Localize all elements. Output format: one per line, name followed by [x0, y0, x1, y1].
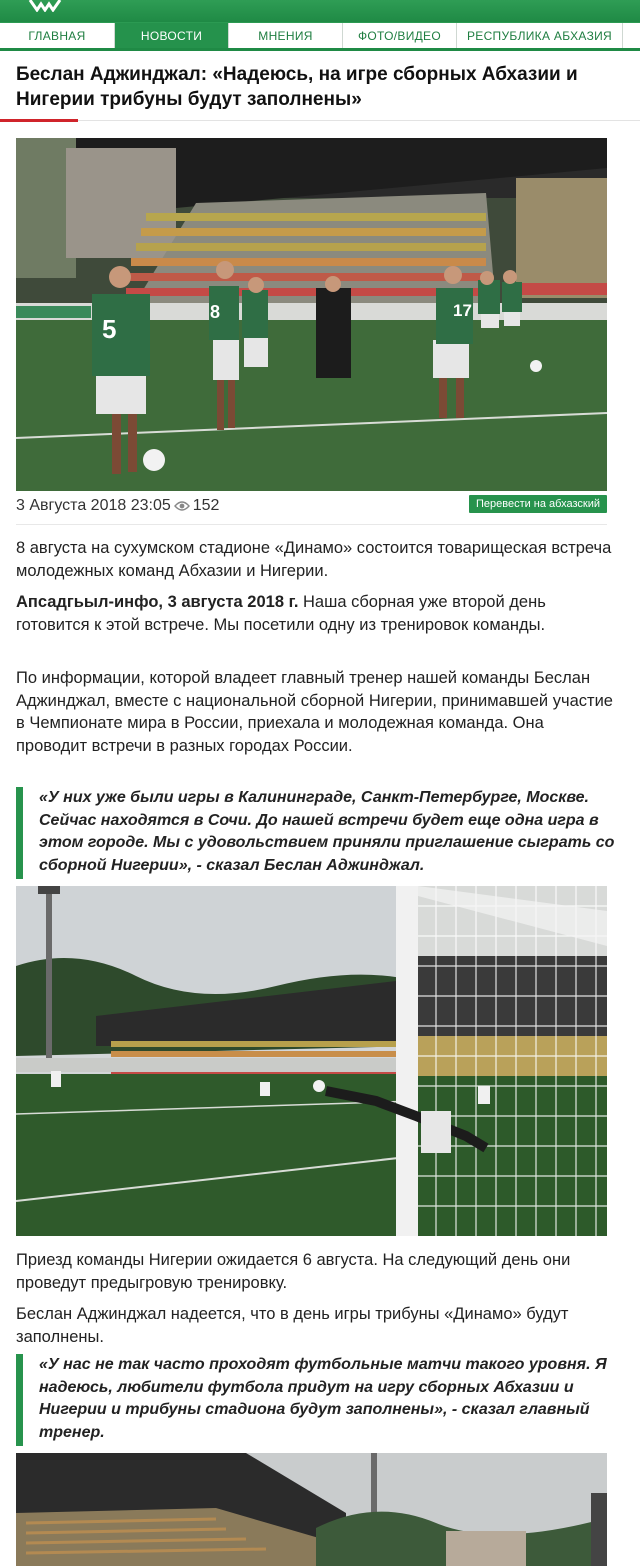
- jersey-number-5: 5: [102, 314, 117, 344]
- article-photo-training: [16, 138, 607, 491]
- article-lead: 8 августа на сухумском стадионе «Динамо» состоится товарищеская встреча молодежных команд Абхазии и Нигерии.: [16, 539, 612, 580]
- jersey-number-8: 8: [210, 302, 221, 322]
- top-bar: [0, 0, 640, 22]
- eye-icon: [174, 500, 190, 512]
- translate-button[interactable]: Перевести на абхазский: [469, 495, 607, 513]
- article-quote-1: «У них уже были игры в Калининграде, Санкт-Петербурге, Москве. Сейчас находятся в Сочи. До нашей встречи будет еще одна игра в этом городе. Мы с удовольствием приняли приглашение сыграть со сборной Нигерии», - сказал Беслан Аджинджал.: [16, 787, 616, 879]
- meta-divider: [16, 524, 607, 525]
- nav-item-republic-abkhazia[interactable]: РЕСПУБЛИКА АБХАЗИЯ: [457, 23, 623, 48]
- article-photo-stadium: [16, 1453, 607, 1566]
- article-photo-goal: [16, 886, 607, 1236]
- article-paragraph-1-text: Наша сборная уже второй день готовится к этой встрече. Мы посетили одну из тренировок команды.: [16, 593, 546, 634]
- article-title: Беслан Аджинджал: «Надеюсь, на игре сборных Абхазии и Нигерии трибуны будут заполнены»: [16, 64, 578, 110]
- site-logo[interactable]: [28, 0, 62, 12]
- title-divider: [0, 120, 640, 121]
- article-source-dateline: Апсадгьыл-инфо, 3 августа 2018 г.: [16, 593, 299, 611]
- article-views: 152: [192, 497, 220, 514]
- nav-item-home[interactable]: ГЛАВНАЯ: [0, 23, 115, 48]
- nav-item-opinions[interactable]: МНЕНИЯ: [229, 23, 343, 48]
- main-nav: [0, 22, 640, 51]
- title-accent-bar: [0, 119, 78, 122]
- article-paragraph-4: Беслан Аджинджал надеется, что в день игры трибуны «Динамо» будут заполнены.: [16, 1305, 569, 1346]
- article-paragraph-1: [16, 591, 616, 636]
- jersey-number-17: 17: [453, 301, 472, 320]
- article-meta: [16, 494, 607, 518]
- article-paragraph-2: По информации, которой владеет главный тренер нашей команды Беслан Аджинджал, вместе с национальной сборной Нигерии, принимавшей участие в Чемпионате мира в России, приехала и молодежная команда. Она проводит встречи в разных городах России.: [16, 669, 613, 755]
- nav-item-news[interactable]: НОВОСТИ: [115, 23, 229, 48]
- article-paragraph-3: Приезд команды Нигерии ожидается 6 августа. На следующий день они проведут предыгровую тренировку.: [16, 1251, 571, 1292]
- nav-item-photo-video[interactable]: ФОТО/ВИДЕО: [343, 23, 457, 48]
- article-quote-2: «У нас не так часто проходят футбольные матчи такого уровня. Я надеюсь, любители футбола придут на игру сборных Абхазии и Нигерии и трибуны стадиона будут заполнены», - сказал главный тренер.: [16, 1354, 616, 1446]
- article-date: 3 Августа 2018 23:05: [16, 497, 171, 514]
